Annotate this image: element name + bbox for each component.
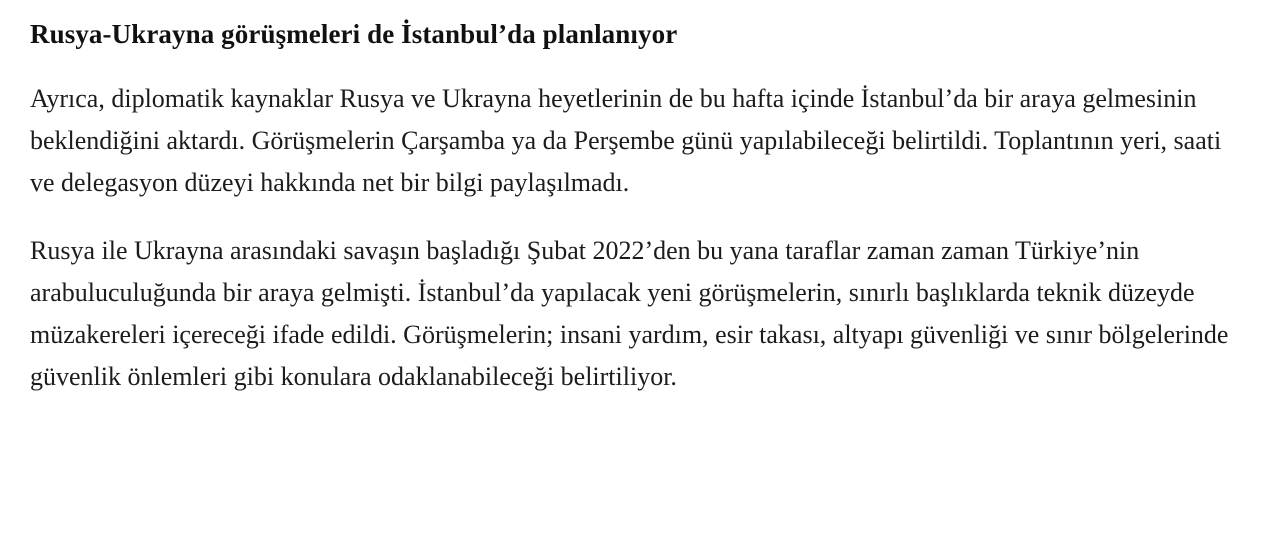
- article-paragraph: Ayrıca, diplomatik kaynaklar Rusya ve Ukrayna heyetlerinin de bu hafta içinde İstanbul’da bir araya gelmesinin beklendiğini aktardı. Görüşmelerin Çarşamba ya da Perşembe günü yapılabileceği belirtildi. Toplantının yeri, saati ve delegasyon düzeyi hakkında net bir bilgi paylaşılmadı.: [30, 83, 1222, 197]
- article-paragraph: Rusya ile Ukrayna arasındaki savaşın başladığı Şubat 2022’den bu yana taraflar zaman zaman Türkiye’nin arabuluculuğunda bir araya gelmişti. İstanbul’da yapılacak yeni görüşmelerin, sınırlı başlıklarda teknik düzeyde müzakereleri içereceği ifade edildi. Görüşmelerin; insani yardım, esir takası, altyapı güvenliği ve sınır bölgelerinde güvenlik önlemleri gibi konulara odaklanabileceği belirtiliyor.: [30, 236, 1229, 392]
- article-heading: Rusya-Ukrayna görüşmeleri de İstanbul’da planlanıyor: [30, 19, 678, 49]
